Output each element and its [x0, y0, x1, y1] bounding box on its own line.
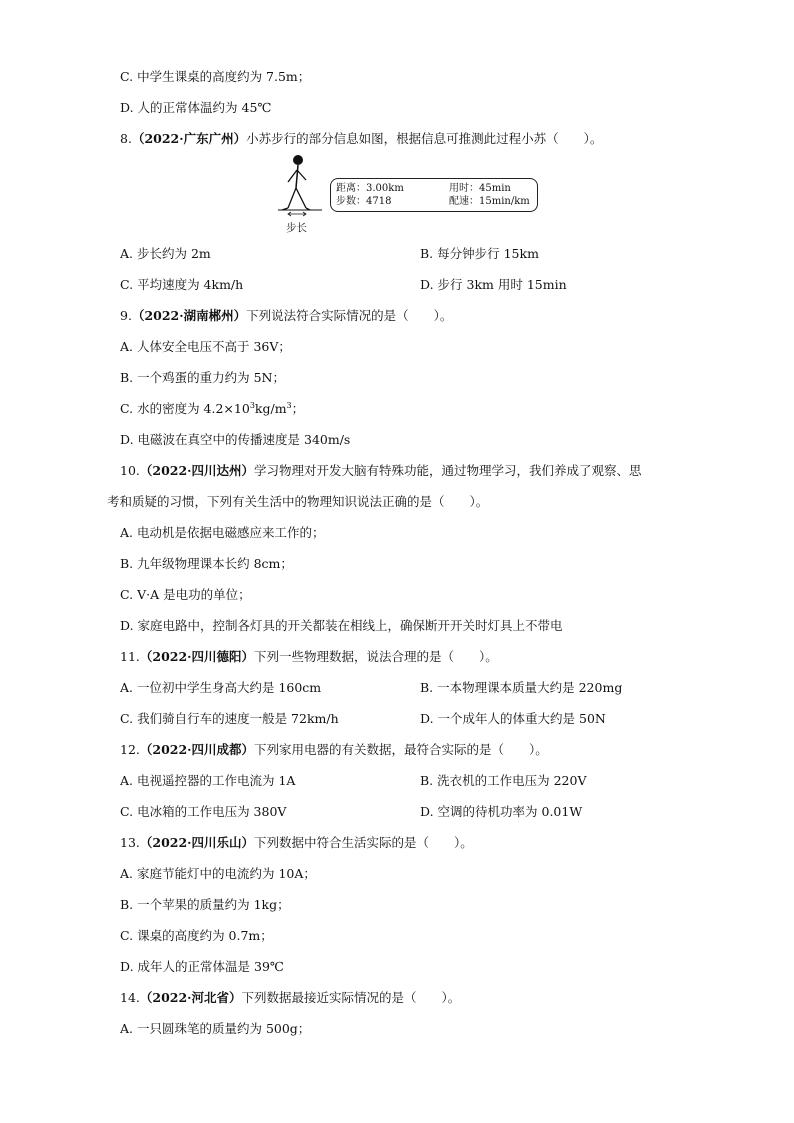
q11-text: 下列一些物理数据，说法合理的是（ ）。	[254, 649, 498, 664]
q12-option-d: D. 空调的待机功率为 0.01W	[420, 804, 583, 819]
q10-option-b: B. 九年级物理课本长约 8cm；	[120, 556, 293, 571]
q14-text: 下列数据最接近实际情况的是（ ）。	[241, 990, 461, 1005]
q13-stem	[120, 834, 720, 852]
q11-source: （2022·四川德阳）	[139, 649, 255, 664]
q11-option-c: C. 我们骑自行车的速度一般是 72km/h	[120, 711, 339, 726]
q10-number: 10.	[120, 463, 140, 478]
figure-caption: 步长	[286, 222, 307, 234]
q11-stem	[120, 648, 720, 666]
q10-stem-line1	[120, 462, 720, 480]
q8-options-row1	[120, 245, 720, 263]
q10-option-a: A. 电动机是依据电磁感应来工作的；	[120, 525, 325, 540]
q9-option-a: A. 人体安全电压不高于 36V；	[120, 339, 291, 354]
q13-option-c: C. 课桌的高度约为 0.7m；	[120, 928, 273, 943]
q13-number: 13.	[120, 835, 140, 850]
q9-stem	[120, 307, 720, 325]
q8-option-c: C. 平均速度为 4km/h	[120, 277, 244, 292]
q14-option-a: A. 一只圆珠笔的质量约为 500g；	[120, 1021, 311, 1036]
q11-options-row1	[120, 679, 720, 697]
q9-number: 9.	[120, 308, 132, 323]
q12-options-row1	[120, 772, 720, 790]
q13-text: 下列数据中符合生活实际的是（ ）。	[254, 835, 473, 850]
q11-option-d: D. 一个成年人的体重大约是 50N	[420, 711, 606, 726]
pace-value: 配速：15min/km	[449, 196, 530, 207]
q9-option-c	[120, 400, 720, 418]
q13-option-a: A. 家庭节能灯中的电流约为 10A；	[120, 866, 316, 881]
q9-option-c-end: ；	[291, 401, 305, 416]
q11-number: 11.	[120, 649, 140, 664]
q9-source: （2022·湖南郴州）	[131, 308, 247, 323]
q10-text-1: 学习物理对开发大脑有特殊功能，通过物理学习，我们养成了观察、思	[254, 463, 642, 478]
q14-stem	[120, 989, 720, 1007]
q8-number: 8.	[120, 131, 132, 146]
q8-option-b: B. 每分钟步行 15km	[420, 246, 539, 261]
q12-number: 12.	[120, 742, 140, 757]
q7-option-d: D. 人的正常体温约为 45℃	[120, 100, 272, 115]
q8-options-row2	[120, 276, 720, 294]
q12-text: 下列家用电器的有关数据，最符合实际的是（ ）。	[254, 742, 548, 757]
q14-number: 14.	[120, 990, 140, 1005]
q9-option-c-exponent: 3	[249, 400, 255, 410]
q9-option-d: D. 电磁波在真空中的传播速度是 340m/s	[120, 432, 351, 447]
q9-option-b: B. 一个鸡蛋的重力约为 5N；	[120, 370, 285, 385]
q13-option-b: B. 一个苹果的质量约为 1kg；	[120, 897, 290, 912]
q12-option-a: A. 电视遥控器的工作电流为 1A	[120, 773, 296, 788]
q11-option-a: A. 一位初中学生身高大约是 160cm	[120, 680, 322, 695]
q9-option-c-unit: kg/m	[254, 401, 287, 416]
steps-value: 步数：4718	[336, 196, 392, 207]
q11-option-b: B. 一本物理课本质量大约是 220mg	[420, 680, 623, 695]
q11-options-row2	[120, 710, 720, 728]
q8-option-a: A. 步长约为 2m	[120, 246, 211, 261]
q10-option-d: D. 家庭电路中，控制各灯具的开关都装在相线上，确保断开开关时灯具上不带电	[120, 618, 563, 633]
q14-source: （2022·河北省）	[139, 990, 242, 1005]
q8-source: （2022·广东广州）	[131, 131, 247, 146]
q12-stem	[120, 741, 720, 759]
q10-stem-line2: 考和质疑的习惯，下列有关生活中的物理知识说法正确的是（ ）。	[107, 494, 489, 509]
time-value: 用时：45min	[449, 183, 511, 194]
q9-option-c-text: C. 水的密度为 4.2×10	[120, 401, 250, 416]
walking-info-panel	[330, 178, 538, 212]
q9-text: 下列说法符合实际情况的是（ ）。	[246, 308, 453, 323]
q13-source: （2022·四川乐山）	[139, 835, 255, 850]
q8-option-d: D. 步行 3km 用时 15min	[420, 277, 567, 292]
q10-source: （2022·四川达州）	[139, 463, 255, 478]
q8-text: 小苏步行的部分信息如图，根据信息可推测此过程小苏（ ）。	[246, 131, 603, 146]
q13-option-d: D. 成年人的正常体温是 39℃	[120, 959, 284, 974]
walking-figure	[278, 152, 548, 236]
q7-option-c: C. 中学生课桌的高度约为 7.5m；	[120, 69, 311, 84]
q12-source: （2022·四川成都）	[139, 742, 255, 757]
q12-options-row2	[120, 803, 720, 821]
q10-option-c: C. V·A 是电功的单位；	[120, 587, 251, 602]
q8-stem	[120, 130, 720, 148]
q9-option-c-unit-exponent: 3	[286, 400, 292, 410]
q12-option-c: C. 电冰箱的工作电压为 380V	[120, 804, 287, 819]
q12-option-b: B. 洗衣机的工作电压为 220V	[420, 773, 587, 788]
distance-value: 距离：3.00km	[336, 183, 404, 194]
